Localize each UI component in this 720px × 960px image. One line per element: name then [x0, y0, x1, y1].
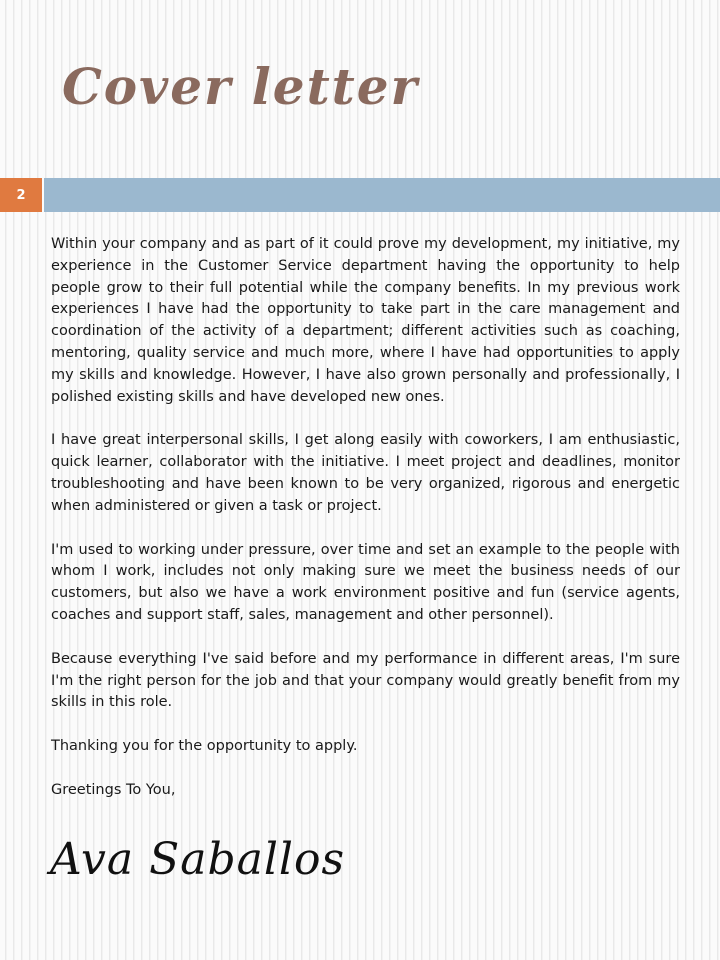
letter-paragraph: I'm used to working under pressure, over time and set an example to the people with whom I work, includes not only making sure we meet the business needs of our customers, but also we have a work environment positive and fun (service agents, coaches and support staff, sales, management and other personnel). [51, 541, 680, 623]
letter-paragraph: Within your company and as part of it could prove my development, my initiative, my experience in the Customer Service department having the opportunity to help people grow to their full potential while the company benefits. In my previous work experiences I have had the opportunity to take part in the care management and coordination of the activity of a department; different activities such as coaching, mentoring, quality service and much more, where I have had opportunities to apply my skills and knowledge. However, I have also grown personally and professionally, I polished existing skills and have developed new ones. [51, 236, 680, 405]
page-title: Cover letter [62, 57, 419, 116]
header-divider-bar [44, 178, 720, 212]
slide-number-badge: 2 [0, 178, 42, 212]
letter-paragraph: Because everything I've said before and my performance in different areas, I'm sure I'm the right person for the job and that your company would greatly benefit from my skills in this role. [51, 650, 680, 711]
letter-paragraph: Thanking you for the opportunity to apply. [51, 738, 358, 755]
letter-paragraph: I have great interpersonal skills, I get along easily with coworkers, I am enthusiastic, quick learner, collaborator with the initiative. I meet project and deadlines, monitor troubleshooting and have been known to be very organized, rigorous and energetic when administered or given a task or project. [51, 432, 680, 514]
signature: Ava Saballos [50, 834, 346, 885]
letter-closing: Greetings To You, [51, 781, 176, 798]
letter-body [51, 234, 680, 824]
